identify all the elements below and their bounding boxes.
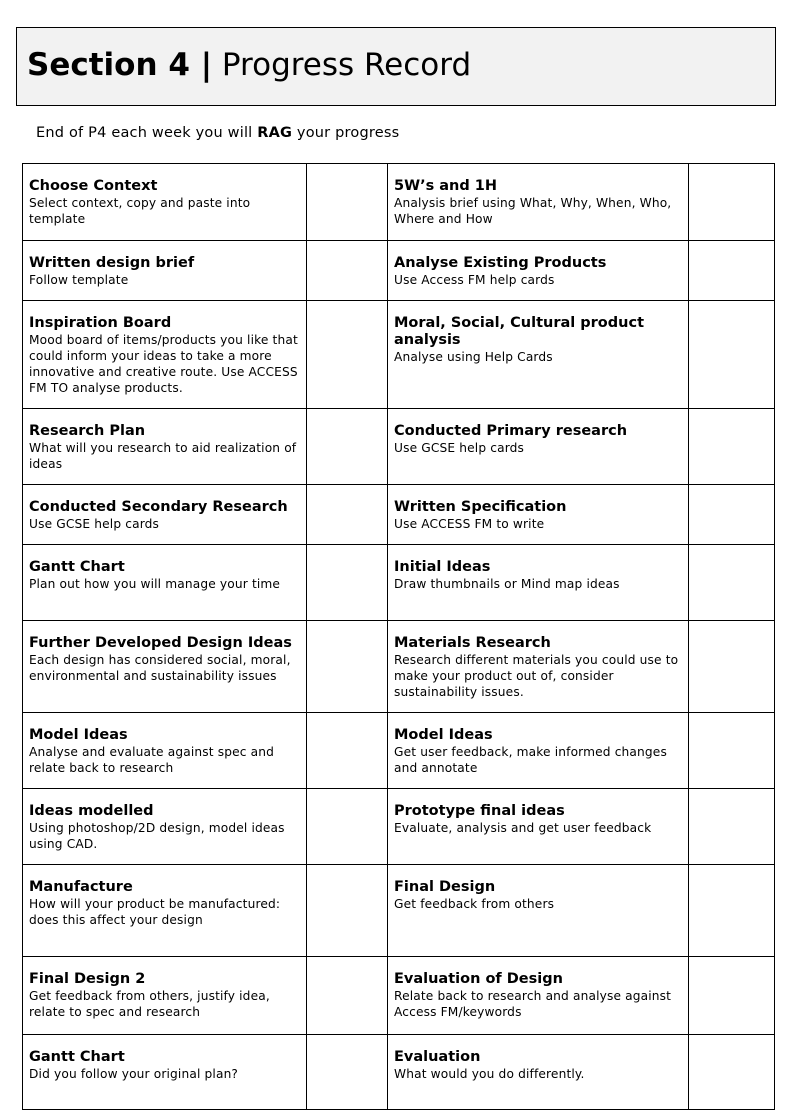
task-description: Analyse and evaluate against spec and relate back to research <box>29 745 274 775</box>
task-cell <box>388 865 689 957</box>
progress-row <box>23 789 775 865</box>
task-description: How will your product be manufactured: does this affect your design <box>29 897 281 927</box>
task-cell <box>23 241 307 301</box>
task-description: Draw thumbnails or Mind map ideas <box>394 577 620 591</box>
task-title: Research Plan <box>29 423 146 439</box>
section-header <box>16 27 776 106</box>
task-title: Gantt Chart <box>29 1049 125 1065</box>
task-cell <box>388 485 689 545</box>
rag-status-cell[interactable] <box>307 485 388 545</box>
task-description: Get feedback from others <box>394 897 555 911</box>
progress-row <box>23 957 775 1035</box>
task-title: Final Design 2 <box>29 971 146 987</box>
task-cell <box>23 485 307 545</box>
task-description: Using photoshop/2D design, model ideas using CAD. <box>29 821 285 851</box>
rag-status-cell[interactable] <box>307 865 388 957</box>
rag-status-cell[interactable] <box>689 241 775 301</box>
task-title: Materials Research <box>394 635 551 651</box>
rag-status-cell[interactable] <box>689 865 775 957</box>
task-cell <box>23 164 307 241</box>
task-title: Evaluation <box>394 1049 481 1065</box>
task-cell <box>23 409 307 485</box>
task-description: What will you research to aid realization of ideas <box>29 441 297 471</box>
task-cell <box>388 545 689 621</box>
task-cell <box>23 789 307 865</box>
progress-row <box>23 485 775 545</box>
task-cell <box>23 865 307 957</box>
rag-status-cell[interactable] <box>689 545 775 621</box>
task-title: Moral, Social, Cultural product analysis <box>394 315 644 348</box>
task-title: Written Specification <box>394 499 567 515</box>
task-title: Gantt Chart <box>29 559 125 575</box>
task-title: Analyse Existing Products <box>394 255 607 271</box>
task-cell <box>388 241 689 301</box>
task-cell <box>388 621 689 713</box>
rag-status-cell[interactable] <box>307 241 388 301</box>
page-title <box>27 45 471 85</box>
task-title: Final Design <box>394 879 496 895</box>
task-title: Model Ideas <box>394 727 493 743</box>
rag-status-cell[interactable] <box>307 409 388 485</box>
progress-row <box>23 409 775 485</box>
rag-status-cell[interactable] <box>307 957 388 1035</box>
task-title: Conducted Secondary Research <box>29 499 288 515</box>
progress-row <box>23 545 775 621</box>
task-description: Use GCSE help cards <box>29 517 160 531</box>
rag-status-cell[interactable] <box>689 1035 775 1110</box>
rag-status-cell[interactable] <box>689 409 775 485</box>
task-title: Manufacture <box>29 879 133 895</box>
task-description: Get feedback from others, justify idea, relate to spec and research <box>29 989 270 1019</box>
task-description: Follow template <box>29 273 129 287</box>
task-cell <box>388 164 689 241</box>
task-description: Research different materials you could use to make your product out of, consider sustainability issues. <box>394 653 679 699</box>
rag-status-cell[interactable] <box>307 301 388 409</box>
task-description: Analyse using Help Cards <box>394 350 553 364</box>
rag-status-cell[interactable] <box>689 713 775 789</box>
task-cell <box>23 545 307 621</box>
task-cell <box>23 301 307 409</box>
progress-row <box>23 301 775 409</box>
instructions-text-start: End of P4 each week you will <box>36 125 258 141</box>
progress-row <box>23 164 775 241</box>
instructions-rag: RAG <box>257 125 293 141</box>
task-cell <box>23 1035 307 1110</box>
task-description: Get user feedback, make informed changes and annotate <box>394 745 667 775</box>
progress-row <box>23 1035 775 1110</box>
task-title: Written design brief <box>29 255 195 271</box>
task-cell <box>23 957 307 1035</box>
progress-table-body <box>23 164 775 1110</box>
rag-status-cell[interactable] <box>689 301 775 409</box>
task-description: Use ACCESS FM to write <box>394 517 545 531</box>
task-title: Conducted Primary research <box>394 423 628 439</box>
instructions-text-end: your progress <box>292 125 400 141</box>
task-title: Model Ideas <box>29 727 128 743</box>
task-description: Select context, copy and paste into template <box>29 196 251 226</box>
task-description: Evaluate, analysis and get user feedback <box>394 821 652 835</box>
progress-row <box>23 621 775 713</box>
task-description: What would you do differently. <box>394 1067 585 1081</box>
task-title: Ideas modelled <box>29 803 154 819</box>
task-title: Inspiration Board <box>29 315 172 331</box>
task-description: Plan out how you will manage your time <box>29 577 281 591</box>
task-description: Use Access FM help cards <box>394 273 555 287</box>
title-section-number: Section 4 | <box>27 47 213 83</box>
task-title: Choose Context <box>29 178 158 194</box>
task-cell <box>388 1035 689 1110</box>
progress-row <box>23 865 775 957</box>
task-cell <box>23 713 307 789</box>
task-title: Further Developed Design Ideas <box>29 635 292 651</box>
task-title: 5W’s and 1H <box>394 178 498 194</box>
rag-status-cell[interactable] <box>307 621 388 713</box>
task-description: Each design has considered social, moral, environmental and sustainability issues <box>29 653 291 683</box>
task-cell <box>388 789 689 865</box>
progress-row <box>23 713 775 789</box>
task-title: Prototype final ideas <box>394 803 565 819</box>
progress-row <box>23 241 775 301</box>
rag-status-cell[interactable] <box>307 164 388 241</box>
task-description: Analysis brief using What, Why, When, Who, Where and How <box>394 196 672 226</box>
rag-status-cell[interactable] <box>307 789 388 865</box>
task-cell <box>23 621 307 713</box>
task-description: Mood board of items/products you like that could inform your ideas to take a more innovative and creative route. Use ACCESS FM TO analyse products. <box>29 333 298 395</box>
rag-status-cell[interactable] <box>689 485 775 545</box>
task-description: Use GCSE help cards <box>394 441 525 455</box>
rag-status-cell[interactable] <box>307 1035 388 1110</box>
task-description: Relate back to research and analyse against Access FM/keywords <box>394 989 672 1019</box>
rag-status-cell[interactable] <box>689 789 775 865</box>
task-cell <box>388 301 689 409</box>
rag-status-cell[interactable] <box>689 164 775 241</box>
rag-status-cell[interactable] <box>689 621 775 713</box>
task-description: Did you follow your original plan? <box>29 1067 239 1081</box>
progress-table <box>22 163 775 1110</box>
rag-status-cell[interactable] <box>307 545 388 621</box>
task-cell <box>388 409 689 485</box>
instructions <box>36 125 399 141</box>
rag-status-cell[interactable] <box>689 957 775 1035</box>
task-cell <box>388 957 689 1035</box>
task-title: Evaluation of Design <box>394 971 563 987</box>
rag-status-cell[interactable] <box>307 713 388 789</box>
task-cell <box>388 713 689 789</box>
task-title: Initial Ideas <box>394 559 491 575</box>
title-text: Progress Record <box>212 47 472 83</box>
